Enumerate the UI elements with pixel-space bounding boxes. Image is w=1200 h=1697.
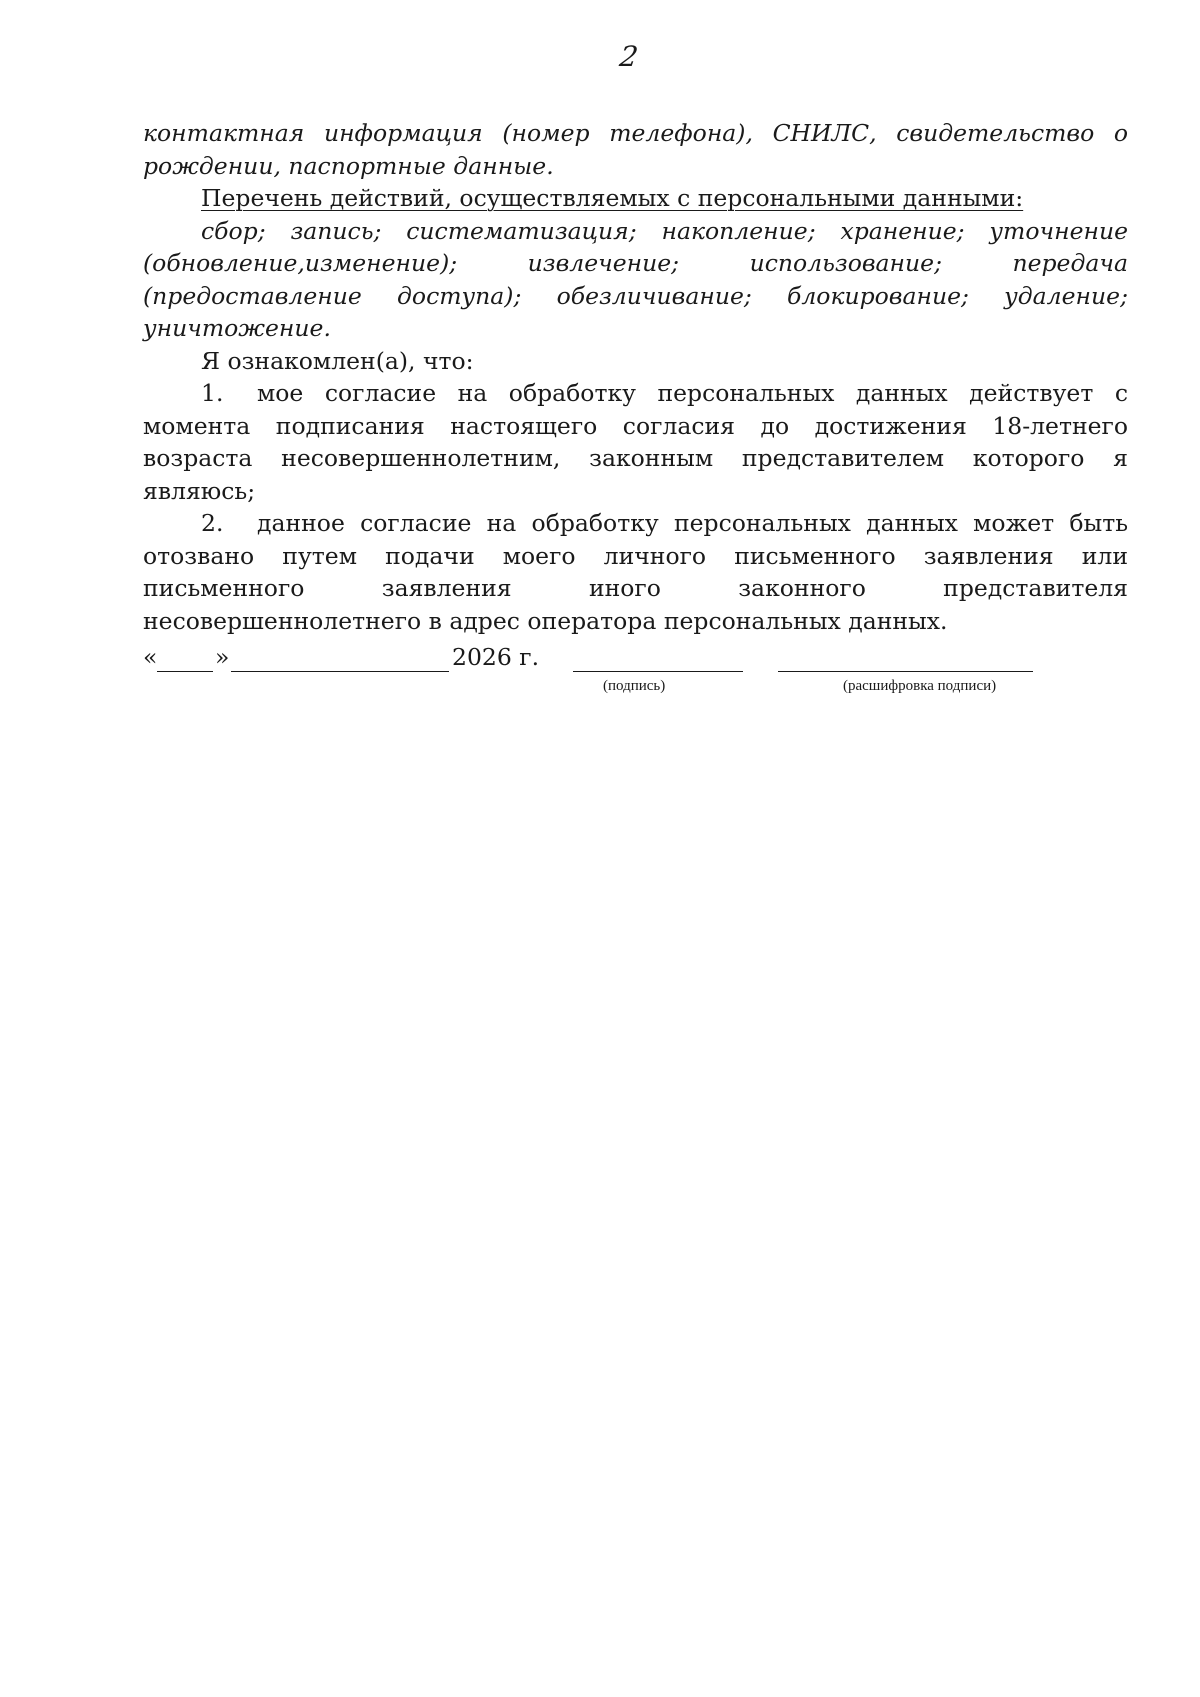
open-quote: « [143, 643, 158, 671]
list-item [143, 377, 1128, 507]
close-quote: » [215, 643, 230, 671]
year-label: 2026 г. [452, 643, 540, 671]
actions-heading: Перечень действий, осуществляемых с персональными данными: [201, 184, 1024, 212]
document-body [143, 117, 1128, 637]
decoding-caption: (расшифровка подписи) [843, 678, 997, 694]
actions-heading-paragraph [143, 182, 1128, 215]
day-blank[interactable] [157, 643, 213, 672]
personal-data-list-paragraph: контактная информация (номер телефона), СНИЛС, свидетельство о рождении, паспортные данные. [143, 119, 1128, 180]
list-item-number: 2. [201, 509, 224, 537]
acknowledge-paragraph: Я ознакомлен(а), что: [201, 346, 474, 375]
list-item-text: мое согласие на обработку персональных данных действует с момента подписания настоящего согласия до достижения 18-летнего возраста несовершеннолетним, законным представителем которого я являюсь; [143, 379, 1128, 505]
signature-row [143, 643, 1143, 683]
month-blank[interactable] [231, 643, 449, 672]
signature-decoding-blank[interactable] [778, 643, 1033, 672]
actions-list-paragraph: сбор; запись; систематизация; накопление; хранение; уточнение (обновление,изменение); извлечение; использование; передача (предоставление доступа); обезличивание; блокирование; удаление; уничтожение. [143, 216, 1128, 342]
page-number: 2 [617, 40, 641, 73]
signature-caption: (подпись) [603, 678, 666, 694]
list-item-number: 1. [201, 379, 224, 407]
list-item [143, 507, 1128, 637]
signature-blank[interactable] [573, 643, 743, 672]
list-item-text: данное согласие на обработку персональных данных может быть отозвано путем подачи моего личного письменного заявления или письменного заявления иного законного представителя несовершеннолетнего в адрес оператора персональных данных. [143, 509, 1128, 635]
